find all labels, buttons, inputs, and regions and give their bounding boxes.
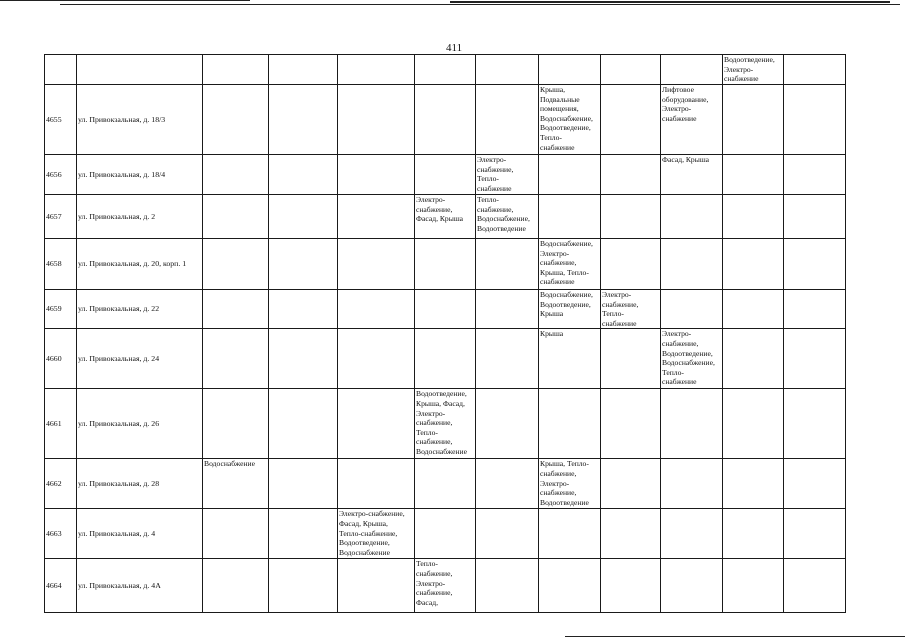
table-cell: [601, 509, 661, 559]
row-number-text: 4658: [46, 259, 62, 269]
table-row: [45, 459, 846, 509]
table-cell: [723, 389, 784, 459]
row-address-text: ул. Привокзальная, д. 2: [78, 211, 156, 221]
table-cell: [338, 239, 415, 290]
row-number: [45, 509, 77, 559]
table-cell: [77, 55, 203, 85]
table-cell: [661, 290, 723, 329]
row-number-text: 4662: [46, 479, 62, 489]
repair-schedule-table: [44, 54, 846, 613]
row-address: [77, 509, 203, 559]
table-cell-text: Электро-снабжение, Фасад, Крыша, Тепло-снабжение, Водоотведение, Водоснабжение: [339, 509, 405, 557]
table-cell-text: Водоснабжение, Электро- снабжение, Крыша, Тепло- снабжение: [540, 239, 593, 287]
table-cell: [203, 155, 269, 195]
table-cell: [203, 559, 269, 613]
table-row: [45, 239, 846, 290]
table-cell: [203, 55, 269, 85]
table-cell-text: Крыша, Тепло- снабжение, Электро- снабжение, Водоотведение: [540, 459, 589, 507]
row-address-text: ул. Привокзальная, д. 4А: [78, 581, 161, 591]
row-number: [45, 459, 77, 509]
row-number: [45, 290, 77, 329]
table-cell: [723, 195, 784, 239]
row-address-text: ул. Привокзальная, д. 4: [78, 529, 156, 539]
table-cell: [269, 389, 338, 459]
table-cell: [539, 239, 601, 290]
row-address: [77, 389, 203, 459]
table-cell: [601, 55, 661, 85]
table-cell: [723, 559, 784, 613]
table-cell: [661, 195, 723, 239]
table-cell: [269, 239, 338, 290]
table-cell: [476, 155, 539, 195]
table-cell: [203, 389, 269, 459]
table-cell-text: Водоотведение, Крыша, Фасад, Электро- снабжение, Тепло- снабжение, Водоснабжение: [416, 389, 467, 456]
table-cell: [415, 459, 476, 509]
table-cell: [415, 239, 476, 290]
table-cell: [784, 239, 846, 290]
row-number: [45, 559, 77, 613]
table-cell: [476, 239, 539, 290]
table-cell-text: Водоотведение, Электро- снабжение: [724, 55, 775, 84]
page-number: 411: [446, 42, 463, 54]
scan-line-top-left: [0, 0, 250, 1]
table-row: [45, 155, 846, 195]
table-cell: [415, 329, 476, 389]
table-cell: [476, 389, 539, 459]
table-body: [45, 55, 846, 613]
table-cell: [338, 509, 415, 559]
row-number: [45, 239, 77, 290]
table-cell: [601, 559, 661, 613]
table-cell: [661, 559, 723, 613]
table-cell: [415, 389, 476, 459]
table-cell: [203, 195, 269, 239]
table-cell: [661, 329, 723, 389]
table-cell-text: Тепло- снабжение, Водоснабжение, Водоотведение: [477, 195, 530, 233]
table-cell: [601, 290, 661, 329]
table-cell: [601, 389, 661, 459]
table-cell: [203, 290, 269, 329]
table-cell: [476, 195, 539, 239]
table-row: [45, 509, 846, 559]
scan-line-bottom: [565, 636, 905, 637]
table-cell: [601, 459, 661, 509]
table-cell: [476, 459, 539, 509]
table-cell: [723, 509, 784, 559]
table-cell: [269, 329, 338, 389]
table-cell: [203, 329, 269, 389]
row-address: [77, 155, 203, 195]
table-cell: [539, 290, 601, 329]
table-row-continuation: [45, 55, 846, 85]
table-cell: [661, 85, 723, 155]
table-row: [45, 85, 846, 155]
row-address: [77, 290, 203, 329]
row-address: [77, 195, 203, 239]
table-cell: [539, 155, 601, 195]
table-cell: [476, 329, 539, 389]
table-cell: [784, 329, 846, 389]
table-cell: [269, 290, 338, 329]
table-cell: [784, 509, 846, 559]
table-cell: [661, 509, 723, 559]
table-cell: [203, 239, 269, 290]
row-address-text: ул. Привокзальная, д. 28: [78, 479, 160, 489]
table-cell: [338, 195, 415, 239]
row-number: [45, 389, 77, 459]
table-cell: [784, 195, 846, 239]
row-address-text: ул. Привокзальная, д. 22: [78, 304, 160, 314]
table-cell: [661, 155, 723, 195]
table-cell: [784, 290, 846, 329]
table-cell: [784, 389, 846, 459]
table-cell: [338, 459, 415, 509]
row-address-text: ул. Привокзальная, д. 18/3: [78, 114, 166, 124]
row-address: [77, 85, 203, 155]
table-row: [45, 195, 846, 239]
table-cell: [269, 509, 338, 559]
table-cell-text: Тепло- снабжение, Электро- снабжение, Фасад,: [416, 559, 453, 607]
table-cell: [723, 459, 784, 509]
table-cell: [203, 509, 269, 559]
table-cell: [269, 55, 338, 85]
row-number: [45, 155, 77, 195]
table-cell: [723, 290, 784, 329]
table-cell: [601, 155, 661, 195]
table-cell: [601, 239, 661, 290]
row-number-text: 4661: [46, 419, 62, 429]
table-cell: [539, 509, 601, 559]
table-cell: [601, 85, 661, 155]
table-cell-text: Электро- снабжение, Водоотведение, Водоснабжение, Тепло- снабжение: [662, 329, 715, 387]
table-cell: [269, 559, 338, 613]
table-cell: [415, 195, 476, 239]
table-cell: [661, 55, 723, 85]
row-address: [77, 329, 203, 389]
row-address: [77, 459, 203, 509]
table-cell: [269, 155, 338, 195]
table-cell: [661, 389, 723, 459]
table-cell-text: Лифтовое оборудование, Электро- снабжение: [662, 85, 709, 123]
table-cell: [784, 55, 846, 85]
table-cell: [415, 155, 476, 195]
row-number: [45, 329, 77, 389]
table-cell-text: Электро- снабжение, Фасад, Крыша: [416, 195, 464, 224]
table-cell: [476, 559, 539, 613]
row-number-text: 4664: [46, 581, 62, 591]
table-cell: [338, 329, 415, 389]
table-cell: [539, 55, 601, 85]
table-row: [45, 559, 846, 613]
table-cell-text: Водоснабжение, Водоотведение, Крыша: [540, 290, 593, 319]
row-address-text: ул. Привокзальная, д. 20, корп. 1: [78, 259, 187, 269]
table-cell: [269, 85, 338, 155]
table-cell: [723, 239, 784, 290]
table-cell: [601, 195, 661, 239]
table-cell-text: Фасад, Крыша: [662, 155, 710, 164]
table-cell: [203, 85, 269, 155]
scan-line-top-right: [450, 1, 890, 3]
row-address-text: ул. Привокзальная, д. 24: [78, 354, 160, 364]
table-cell: [415, 85, 476, 155]
table-cell: [338, 155, 415, 195]
table-cell: [601, 329, 661, 389]
table-cell: [476, 290, 539, 329]
table-cell: [723, 55, 784, 85]
table-cell: [415, 509, 476, 559]
table-cell: [723, 155, 784, 195]
table-row: [45, 290, 846, 329]
row-number: [45, 195, 77, 239]
table-cell: [476, 85, 539, 155]
row-address: [77, 559, 203, 613]
table-cell: [338, 559, 415, 613]
table-cell: [661, 459, 723, 509]
row-number-text: 4663: [46, 529, 62, 539]
table-cell: [539, 459, 601, 509]
table-cell: [476, 55, 539, 85]
table-cell: [539, 195, 601, 239]
table-cell: [784, 459, 846, 509]
table-cell: [45, 55, 77, 85]
table-cell: [415, 290, 476, 329]
table-cell: [338, 290, 415, 329]
row-address: [77, 239, 203, 290]
row-address-text: ул. Привокзальная, д. 26: [78, 419, 160, 429]
table-cell-text: Крыша, Подвальные помещения, Водоснабжение, Водоотведение, Тепло- снабжение: [540, 85, 593, 152]
table-cell: [539, 559, 601, 613]
scan-line-top: [60, 4, 900, 5]
table-cell: [203, 459, 269, 509]
table-cell: [269, 195, 338, 239]
table-cell: [476, 509, 539, 559]
table-cell: [539, 329, 601, 389]
table-cell: [338, 85, 415, 155]
table-cell-text: Водоснабжение: [204, 459, 255, 469]
table-cell: [784, 155, 846, 195]
table-cell-text: Крыша: [540, 329, 564, 339]
table-cell: [723, 85, 784, 155]
row-number-text: 4660: [46, 354, 62, 364]
table-cell: [539, 389, 601, 459]
table-row: [45, 389, 846, 459]
table-cell: [723, 329, 784, 389]
table-cell-text: Электро- снабжение, Тепло- снабжение: [477, 155, 514, 193]
row-number-text: 4659: [46, 304, 62, 314]
row-number-text: 4656: [46, 169, 62, 179]
table-cell: [415, 55, 476, 85]
table-cell: [784, 85, 846, 155]
row-number-text: 4657: [46, 211, 62, 221]
table-cell: [269, 459, 338, 509]
table-cell: [539, 85, 601, 155]
row-number: [45, 85, 77, 155]
row-address-text: ул. Привокзальная, д. 18/4: [78, 169, 166, 179]
table-cell: [415, 559, 476, 613]
row-number-text: 4655: [46, 114, 62, 124]
table-cell: [661, 239, 723, 290]
table-cell: [338, 55, 415, 85]
table-cell: [784, 559, 846, 613]
table-cell-text: Электро- снабжение, Тепло- снабжение: [602, 290, 639, 328]
table-cell: [338, 389, 415, 459]
table-row: [45, 329, 846, 389]
